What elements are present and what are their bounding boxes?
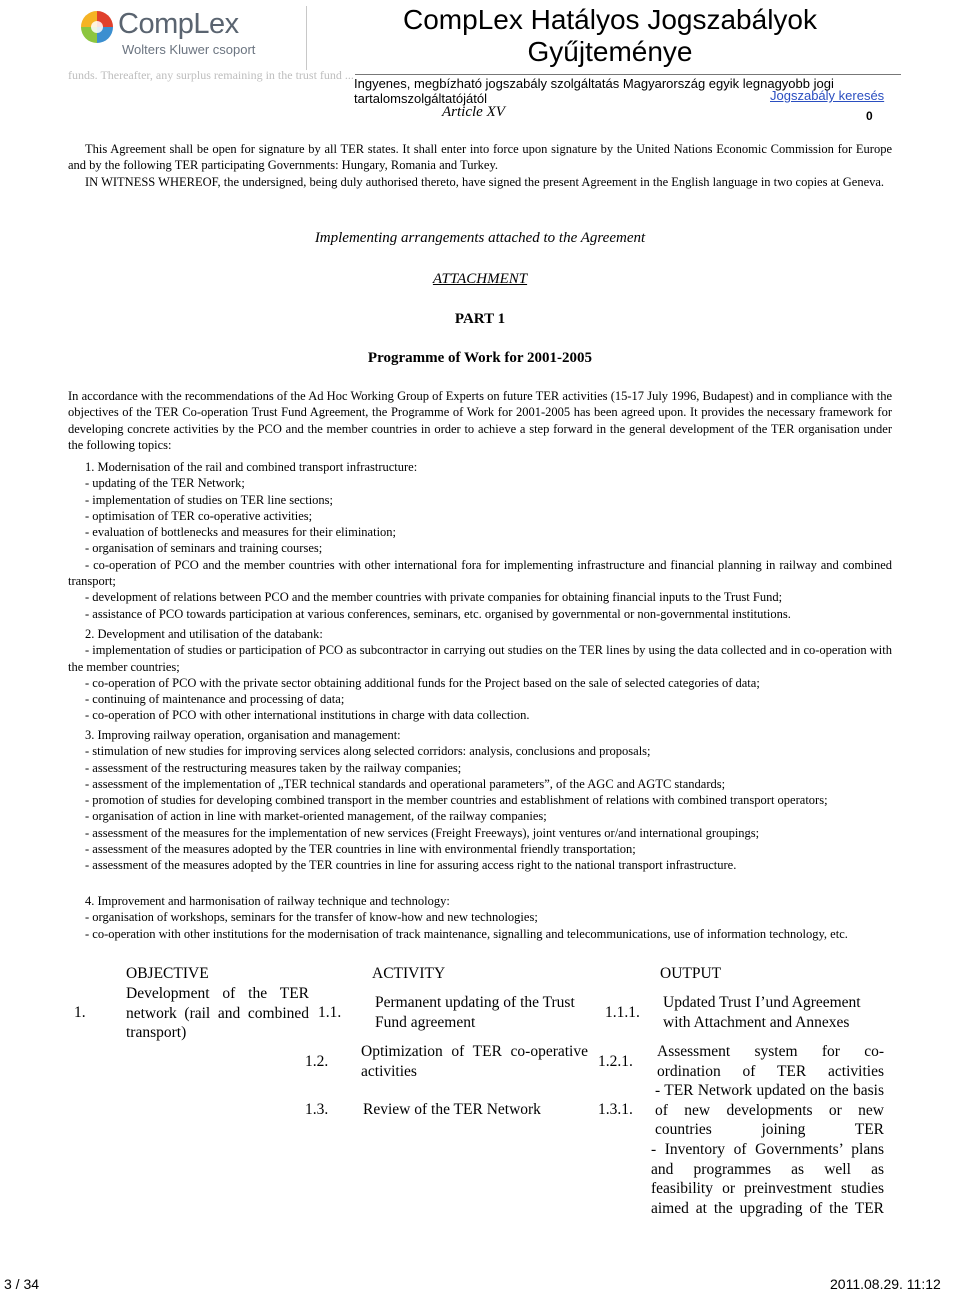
list-item: - assessment of the measures for the implementation of new services (Freight Freeways), joint ventures or/and international groupings; (85, 825, 760, 840)
complex-globe-logo-icon (80, 10, 114, 44)
list-item: - assessment of the measures adopted by the TER countries in line for assuring access right to the national transport infrastructure. (85, 858, 737, 873)
section-3 (68, 727, 892, 874)
output-number: 1.2.1. (598, 1053, 633, 1070)
section-4 (68, 893, 892, 942)
table-header-activity: ACTIVITY (372, 965, 446, 982)
logo-subtitle: Wolters Kluwer csoport (122, 42, 256, 57)
heading-attachment: ATTACHMENT (432, 271, 528, 287)
output-text-extra: - Inventory of Governments’ plans and programmes as well as feasibility or preinvestment studies aimed at the upgrading of the TER (651, 1141, 884, 1217)
output-number: 1.1.1. (605, 1004, 640, 1021)
activity-number: 1.3. (305, 1101, 329, 1118)
list-item: - organisation of action in line with market-oriented management, of the railway companies; (85, 809, 547, 824)
list-item: - assistance of PCO towards participation at various conferences, seminars, etc. organised by governmental or non-governmental institutions. (85, 606, 791, 621)
print-timestamp: 2011.08.29. 11:12 (830, 1276, 941, 1292)
output-text: Assessment system for co-ordination of TER activities (657, 1043, 884, 1080)
intro-paragraph: In accordance with the recommendations of the Ad Hoc Working Group of Experts on future TER activities (15-17 July 1996, Budapest) and in compliance with the objectives of the TER Co-operation Trust Fund Agreement, the Programme of Work for 2001-2005 has been agreed upon. It provides the necessary framework for developing concrete activities by the PCO and the member countries in order to achieve a step forward in the general development of the TER organisation under the following topics: (68, 389, 892, 452)
site-title: CompLex Hatályos Jogszabályok Gyűjteménye (403, 4, 817, 67)
list-item: - organisation of seminars and training courses; (85, 541, 323, 556)
list-item: - stimulation of new studies for improving services along selected corridors: analysis, conclusions and proposals; (85, 744, 651, 759)
section-2 (68, 626, 892, 724)
objective-number: 1. (74, 1004, 86, 1021)
list-item: - promotion of studies for developing combined transport in the member countries and establishment of relations with combined transport operators; (85, 793, 828, 808)
output-text: - TER Network updated on the basis of new developments or new countries joining TER (655, 1082, 884, 1138)
header-rule (355, 74, 901, 75)
list-item: - updating of the TER Network; (85, 476, 245, 491)
list-item: - assessment of the restructuring measures taken by the railway companies; (85, 760, 462, 775)
paragraph-witness: IN WITNESS WHEREOF, the undersigned, being duly authorised thereto, have signed the present Agreement in the English language in two copies at Geneva. (85, 175, 885, 189)
list-item: - co-operation of PCO and the member countries with other international fora for implementing infrastructure and financial planning in railway and combined transport; (68, 557, 892, 589)
site-tagline: Ingyenes, megbízható jogszabály szolgáltatás Magyarország egyik legnagyobb jogi tartalomszolgáltatójától (354, 76, 834, 106)
ghost-overlap-text: funds. Thereafter, any surplus remaining in the trust fund ... (68, 68, 354, 82)
activity-text: Permanent updating of the Trust Fund agreement (375, 994, 575, 1031)
table-header-output: OUTPUT (660, 965, 722, 982)
list-item: - organisation of workshops, seminars for the transfer of know-how and new technologies; (85, 910, 538, 925)
logo-wordmark: CompLex (118, 8, 239, 40)
section-title: 4. Improvement and harmonisation of railway technique and technology: (85, 894, 450, 908)
list-item: - implementation of studies or participation of PCO as subcontractor in carrying out studies on the TER lines by using the data collected and in co-operation with the member countries; (68, 643, 892, 674)
list-item: - optimisation of TER co-operative activities; (85, 508, 313, 523)
list-item: - evaluation of bottlenecks and measures for their elimination; (85, 525, 397, 540)
list-item: - development of relations between PCO and the member countries with private companies for obtaining financial inputs to the Trust Fund; (85, 590, 783, 605)
table-header-objective: OBJECTIVE (126, 965, 209, 982)
header-divider (306, 6, 307, 70)
page-counter: 3 / 34 (4, 1276, 40, 1292)
page-badge: 0 (866, 109, 873, 123)
section-1 (68, 459, 892, 622)
article-title: Article XV (442, 104, 505, 120)
heading-part: PART 1 (454, 311, 506, 327)
list-item: - implementation of studies on TER line sections; (85, 492, 333, 507)
heading-implementing: Implementing arrangements attached to the Agreement (314, 230, 646, 246)
objective-text: Development of the TER network (rail and combined transport) (126, 985, 309, 1041)
jogszabaly-search-link[interactable]: Jogszabály keresés (770, 88, 885, 103)
section-title: 3. Improving railway operation, organisation and management: (85, 728, 401, 742)
heading-programme: Programme of Work for 2001-2005 (367, 350, 593, 366)
section-title: 1. Modernisation of the rail and combined transport infrastructure: (85, 460, 418, 474)
list-item: - co-operation with other institutions for the modernisation of track maintenance, signalling and telecommunications, use of information technology, etc. (85, 926, 848, 941)
list-item: - co-operation of PCO with the private sector obtaining additional funds for the Project based on the sale of selected categories of data; (85, 675, 760, 690)
activity-number: 1.1. (318, 1004, 342, 1021)
section-title: 2. Development and utilisation of the databank: (85, 627, 323, 641)
activity-number: 1.2. (305, 1053, 329, 1070)
activity-text: Optimization of TER co-operative activities (361, 1043, 588, 1080)
list-item: - assessment of the measures adopted by the TER countries in line with environmental friendly transportation; (85, 842, 636, 857)
list-item: - co-operation of PCO with other international institutions in charge with data collection. (85, 708, 530, 723)
output-number: 1.3.1. (598, 1101, 633, 1118)
output-text: Updated Trust I’und Agreement with Attachment and Annexes (663, 994, 861, 1031)
list-item: - continuing of maintenance and processing of data; (85, 692, 345, 707)
activity-text: Review of the TER Network (363, 1101, 541, 1118)
list-item: - assessment of the implementation of „TER technical standards and operational parameters”, of the AGC and AGTC standards; (85, 776, 726, 791)
paragraph-signature: This Agreement shall be open for signature by all TER states. It shall enter into force upon signature by the United Nations Economic Commission for Europe and by the following TER participating Governments: Hungary, Romania and Turkey. (68, 142, 892, 173)
